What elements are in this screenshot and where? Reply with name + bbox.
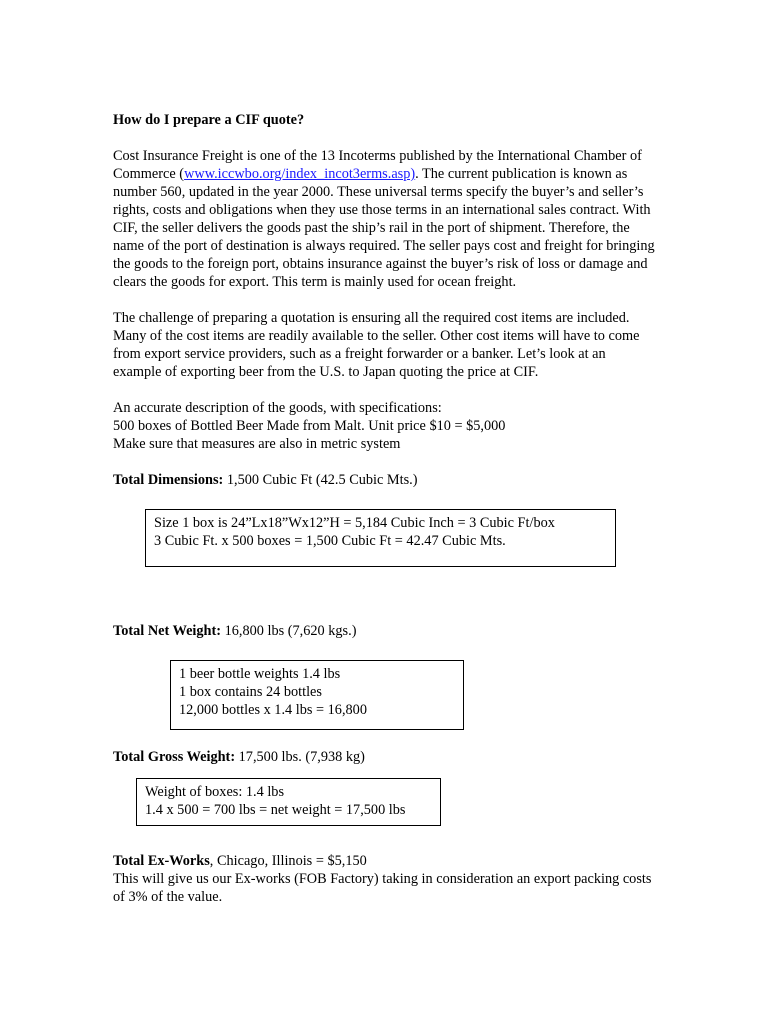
total-gross-weight-label: Total Gross Weight:: [113, 749, 236, 765]
document-page: [113, 111, 658, 906]
total-net-weight: [113, 622, 658, 640]
total-gross-weight: [113, 748, 658, 766]
description-metric-note: Make sure that measures are also in metric system: [113, 436, 401, 452]
intro-text-start: Cost Insurance Freight is one of the 13 Incoterms published by the International Chamber of Commerce (: [113, 148, 642, 182]
dimensions-calc-line: 3 Cubic Ft. x 500 boxes = 1,500 Cubic Ft = 42.47 Cubic Mts.: [154, 533, 506, 549]
dimensions-calc-line: Size 1 box is 24”Lx18”Wx12”H = 5,184 Cubic Inch = 3 Cubic Ft/box: [154, 515, 555, 531]
goods-description: [113, 399, 658, 453]
description-intro: An accurate description of the goods, with specifications:: [113, 400, 442, 416]
total-ex-works-value: , Chicago, Illinois = $5,150: [209, 853, 367, 869]
gross-weight-calc-line: 1.4 x 500 = 700 lbs = net weight = 17,500 lbs: [145, 802, 406, 818]
net-weight-calculation-box: [170, 660, 464, 730]
page-title: How do I prepare a CIF quote?: [113, 112, 305, 128]
total-dimensions-value: 1,500 Cubic Ft (42.5 Cubic Mts.): [223, 472, 418, 488]
challenge-paragraph: The challenge of preparing a quotation is ensuring all the required cost items are included. Many of the cost items are readily available to the seller. Other cost items will have to come from export service providers, such as a freight forwarder or a banker. Let’s look at an example of exporting beer from the U.S. to Japan quoting the price at CIF.: [113, 310, 640, 380]
ex-works-note: This will give us our Ex-works (FOB Factory) taking in consideration an export packing costs of 3% of the value.: [113, 871, 652, 905]
total-dimensions: [113, 471, 658, 489]
net-weight-calc-line: 12,000 bottles x 1.4 lbs = 16,800: [179, 702, 367, 718]
total-net-weight-value: 16,800 lbs (7,620 kgs.): [221, 623, 357, 639]
net-weight-calc-line: 1 beer bottle weights 1.4 lbs: [179, 666, 341, 682]
total-ex-works-label: Total Ex-Works: [113, 853, 210, 869]
dimensions-calculation-box: [145, 509, 616, 567]
intro-paragraph: [113, 147, 658, 291]
total-net-weight-label: Total Net Weight:: [113, 623, 222, 639]
intro-text-end: . The current publication is known as number 560, updated in the year 2000. These universal terms specify the buyer’s and seller’s rights, costs and obligations when they use those terms in an international sales contract. With CIF, the seller delivers the goods past the ship’s rail in the port of shipment. Therefore, the name of the port of destination is always required. The seller pays cost and freight for bringing the goods to the foreign port, obtains insurance against the buyer’s risk of loss or damage and clears the goods for export. This term is mainly used for ocean freight.: [113, 166, 655, 290]
total-dimensions-label: Total Dimensions:: [113, 472, 224, 488]
gross-weight-calc-line: Weight of boxes: 1.4 lbs: [145, 784, 285, 800]
total-gross-weight-value: 17,500 lbs. (7,938 kg): [235, 749, 365, 765]
description-goods: 500 boxes of Bottled Beer Made from Malt. Unit price $10 = $5,000: [113, 418, 506, 434]
net-weight-calc-line: 1 box contains 24 bottles: [179, 684, 322, 700]
gross-weight-calculation-box: [136, 778, 441, 826]
iccwbo-link[interactable]: www.iccwbo.org/index_incot3erms.asp): [184, 166, 416, 182]
total-ex-works: [113, 852, 658, 870]
